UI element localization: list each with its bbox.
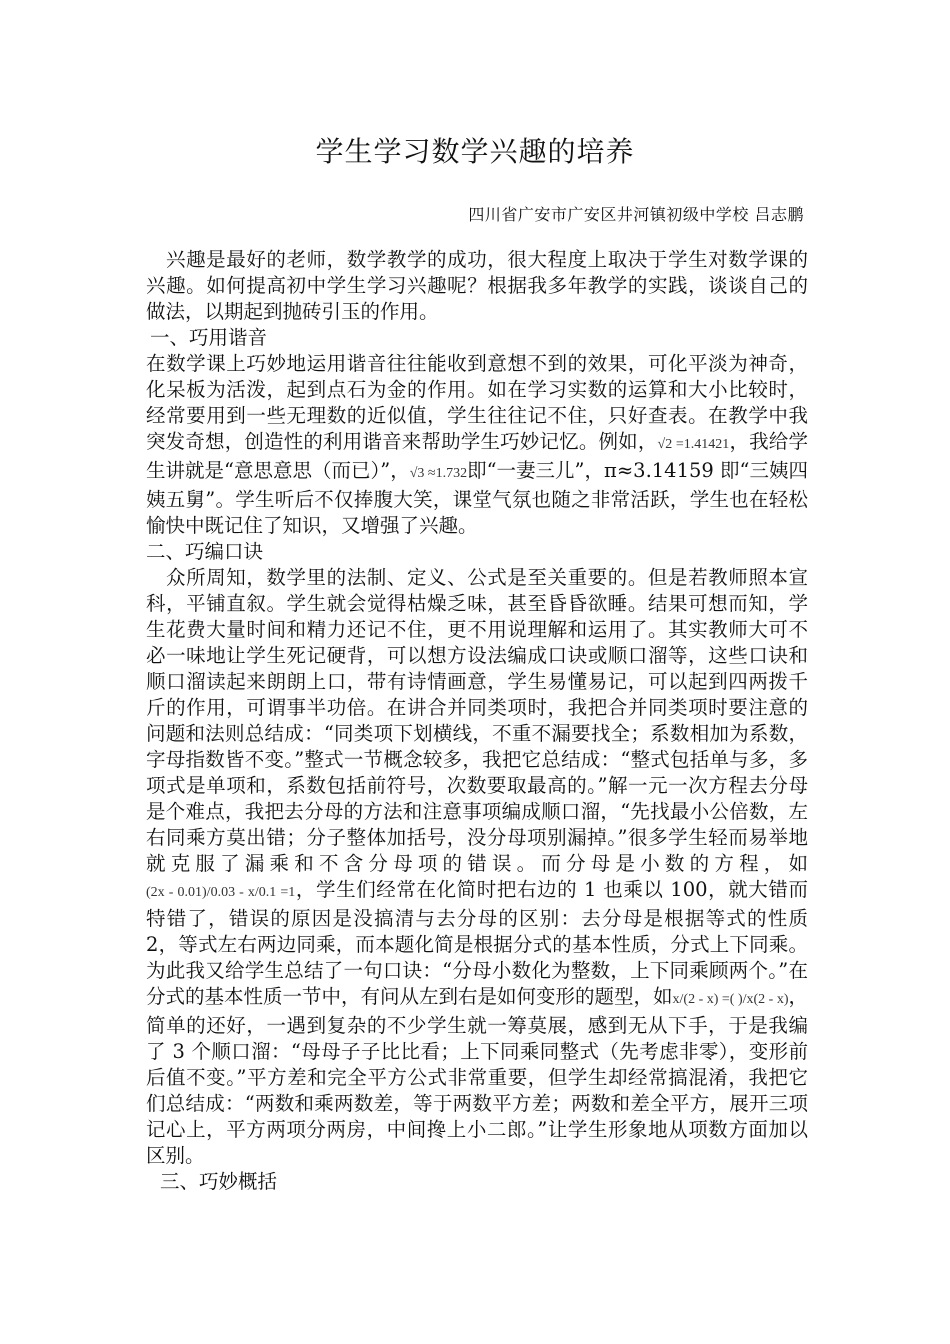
document-body	[146, 247, 808, 1195]
section-1-text-a: 在数学课上巧妙地运用谐音往往能收到意想不到的效果，可化平淡为神奇，化呆板为活泼，起到点石为金的作用。如在学习实数的运算和大小比较时，经常要用到一些无理数的近似值，学生往往记不住，只好查表。在教学中我突发奇想，创造性的利用谐音来帮助学生巧妙记忆。例如，	[146, 352, 808, 453]
section-2-text-a: 众所周知，数学里的法制、定义、公式是至关重要的。但是若教师照本宣科，平铺直叙。学生就会觉得枯燥乏味，甚至昏昏欲睡。结果可想而知，学生花费大量时间和精力还记不住，更不用说理解和运用了。其实教师大可不必一味地让学生死记硬背，可以想方设法编成口诀或顺口溜等，这些口诀和顺口溜读起来朗朗上口，带有诗情画意，学生易懂易记，可以起到四两拨千斤的作用，可谓事半功倍。在讲合并同类项时，我把合并同类项时要注意的问题和法则总结成：“同类项下划横线，不重不漏要找全；系数相加为系数，字母指数皆不变。”整式一节概念较多，我把它总结成：“整式包括单与多，多项式是单项和，系数包括前符号，次数要取最高的。”解一元一次方程去分母是个难点，我把去分母的方法和注意事项编成顺口溜，“先找最小公倍数，左右同乘方莫出错；分子整体加括号，没分母项别漏掉。”很多学生轻而易举地就克服了漏乘和不含分母项的错误。而分母是小数的方程，如	[146, 566, 808, 875]
decimal-equation-formula: (2x - 0.01)/0.03 - x/0.1 =1	[146, 885, 296, 900]
section-1-paragraph	[146, 351, 808, 539]
section-2-paragraph	[146, 565, 808, 1169]
author-line: 四川省广安市广安区井河镇初级中学校 吕志鹏	[468, 205, 804, 224]
section-1-text-b: ，我给学生讲就是“意思意思（而已）”，	[146, 430, 808, 482]
intro-paragraph: 兴趣是最好的老师，数学教学的成功，很大程度上取决于学生对数学课的兴趣。如何提高初中学生学习兴趣呢？根据我多年教学的实践，谈谈自己的做法，以期起到抛砖引玉的作用。	[146, 248, 808, 323]
fraction-transform-formula: x/(2 - x) =( )/x(2 - x)	[672, 992, 789, 1007]
section-1-text-c: 即“一妻三儿”，π≈3.14159 即“三姨四姨五舅”。学生听后不仅捧腹大笑，课堂气氛也随之非常活跃，学生也在轻松愉快中既记住了知识，又增强了兴趣。	[146, 459, 808, 537]
sqrt2-formula: √2 =1.41421	[657, 437, 730, 452]
section-2-text-c: ，简单的还好，一遇到复杂的不少学生就一筹莫展，感到无从下手，于是我编了 3 个顺口溜：“母母子子比比看；上下同乘同整式（先考虑非零），变形前后值不变。”平方差和完全平方公式非常重要，但学生却经常搞混淆，我把它们总结成：“两数和乘两数差，等于两数平方差；两数和差全平方，展开三项记心上，平方两项分两房，中间搀上小二郎。”让学生形象地从项数方面加以区别。	[146, 985, 809, 1167]
section-heading-1: 一、巧用谐音	[150, 326, 268, 349]
section-2-text-b: ，学生们经常在化简时把右边的 1 也乘以 100，就大错而特错了，错误的原因是没搞清与去分母的区别：去分母是根据等式的性质 2，等式左右两边同乘，而本题化简是根据分式的基本性质，分式上下同乘。为此我又给学生总结了一句口诀：“分母小数化为整数，上下同乘顾两个。”在分式的基本性质一节中，有问从左到右是如何变形的题型，如	[146, 878, 808, 1008]
document-title: 学生学习数学兴趣的培养	[315, 135, 635, 168]
section-heading-2: 二、巧编口诀	[146, 540, 264, 563]
section-heading-3: 三、巧妙概括	[160, 1170, 278, 1193]
sqrt3-formula: √3 ≈1.732	[409, 466, 468, 481]
